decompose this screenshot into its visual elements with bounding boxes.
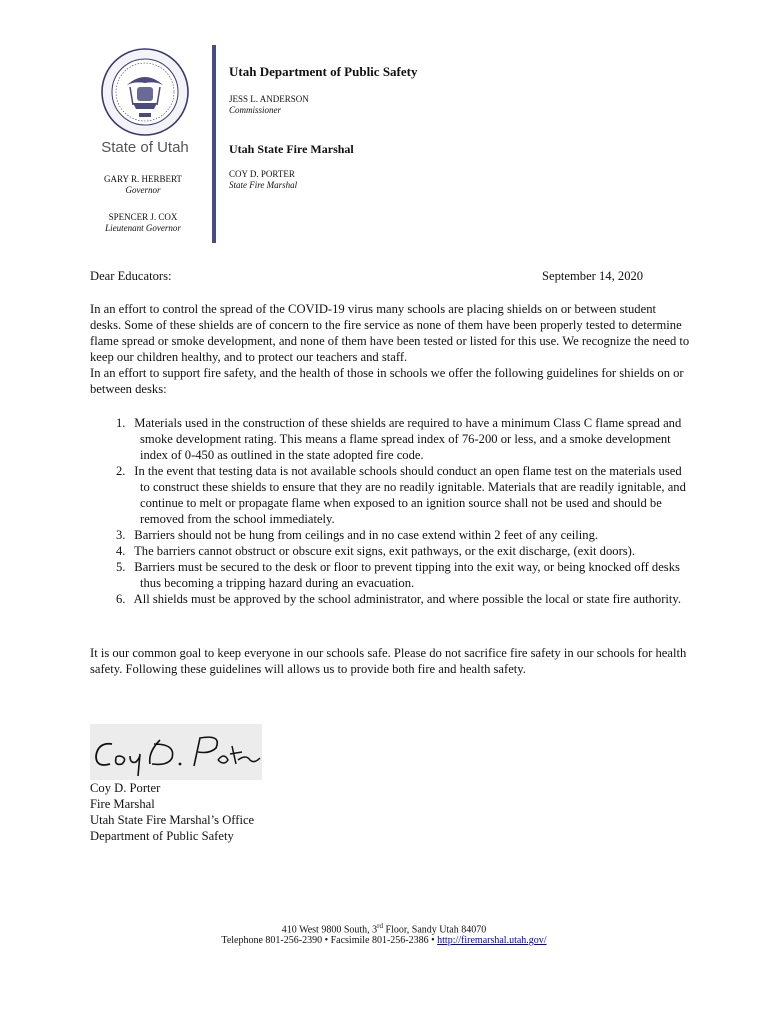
intro-paragraph — [90, 301, 690, 397]
state-name: State of Utah — [101, 139, 189, 156]
footer-contact: Telephone 801-256-2390 • Facsimile 801-256-2386 • http://firemarshal.utah.gov/ — [221, 935, 547, 946]
marshal-name: COY D. PORTER — [229, 169, 295, 179]
footer-phone: Telephone 801-256-2390 — [221, 935, 323, 946]
website-link[interactable]: http://firemarshal.utah.gov/ — [437, 935, 547, 946]
signer-block — [90, 780, 254, 844]
letter-date: September 14, 2020 — [542, 269, 644, 283]
signature-image — [90, 724, 262, 780]
closing-paragraph: It is our common goal to keep everyone in our schools safe. Please do not sacrifice fire safety in our schools for health safety. Following these guidelines will allows us to provide both fire and health safety. — [90, 646, 687, 676]
signer-title: Fire Marshal — [90, 797, 155, 811]
intro-text-2: In an effort to support fire safety, and the health of those in schools we offer the following guidelines for shields on or between desks: — [90, 366, 684, 396]
signer-department: Department of Public Safety — [90, 829, 234, 843]
commissioner-name: JESS L. ANDERSON — [229, 94, 309, 104]
state-seal — [100, 47, 190, 137]
list-item: 3. Barriers should not be hung from ceilings and in no case extend within 2 feet of any ceiling. — [116, 528, 599, 542]
list-item: 5. Barriers must be secured to the desk or floor to prevent tipping into the exit way, or being knocked off desks thus becoming a tripping hazard during an evacuation. — [116, 560, 680, 590]
list-item: 2. In the event that testing data is not available schools should conduct an open flame test on the materials used to construct these shields to ensure that they are no readily ignitable. Materials that are readily ignitable, and continue to melt or propagate flame when exposed to an ignition source shall not be used and should be removed from the school immediately. — [116, 464, 686, 526]
governor-name: GARY R. HERBERT — [104, 174, 182, 184]
list-item: 6. All shields must be approved by the school administrator, and where possible the local or state fire authority. — [116, 592, 682, 606]
list-item: 4. The barriers cannot obstruct or obscure exit signs, exit pathways, or the exit discharge, (exit doors). — [116, 544, 636, 558]
governor-block — [80, 174, 206, 196]
department-name: Utah Department of Public Safety — [229, 64, 418, 79]
list-item: 1. Materials used in the construction of these shields are required to have a minimum Class C flame spread and smoke development rating. This means a flame spread index of 76-200 or less, and a smoke development index of 0-450 as outlined in the state adopted fire code. — [116, 416, 682, 462]
marshal-block — [229, 169, 297, 191]
footer-fax: Facsimile 801-256-2386 — [330, 935, 429, 946]
footer-address: 410 West 9800 South, 3rd Floor, Sandy Utah 84070 — [281, 922, 487, 936]
lt-governor-name: SPENCER J. COX — [108, 212, 178, 222]
office-name: Utah State Fire Marshal — [229, 142, 354, 156]
salutation: Dear Educators: — [90, 269, 172, 283]
lt-governor-block — [80, 212, 206, 234]
commissioner-title: Commissioner — [229, 105, 282, 115]
lt-governor-title: Lieutenant Governor — [105, 223, 181, 233]
guidelines-list — [90, 415, 690, 607]
header-divider — [212, 45, 216, 243]
signer-office: Utah State Fire Marshal’s Office — [90, 813, 255, 827]
commissioner-block — [229, 94, 309, 116]
marshal-title: State Fire Marshal — [229, 180, 298, 190]
governor-title: Governor — [125, 185, 161, 195]
signer-name: Coy D. Porter — [90, 781, 161, 795]
intro-text-1: In an effort to control the spread of the COVID-19 virus many schools are placing shields on or between student desks. Some of these shields are of concern to the fire service as none of them have been properly tested to determine flame spread or smoke development, and none of them have been tested or listed for this use. We recognize the need to keep our children healthy, and to protect our teachers and staff. — [90, 302, 690, 364]
